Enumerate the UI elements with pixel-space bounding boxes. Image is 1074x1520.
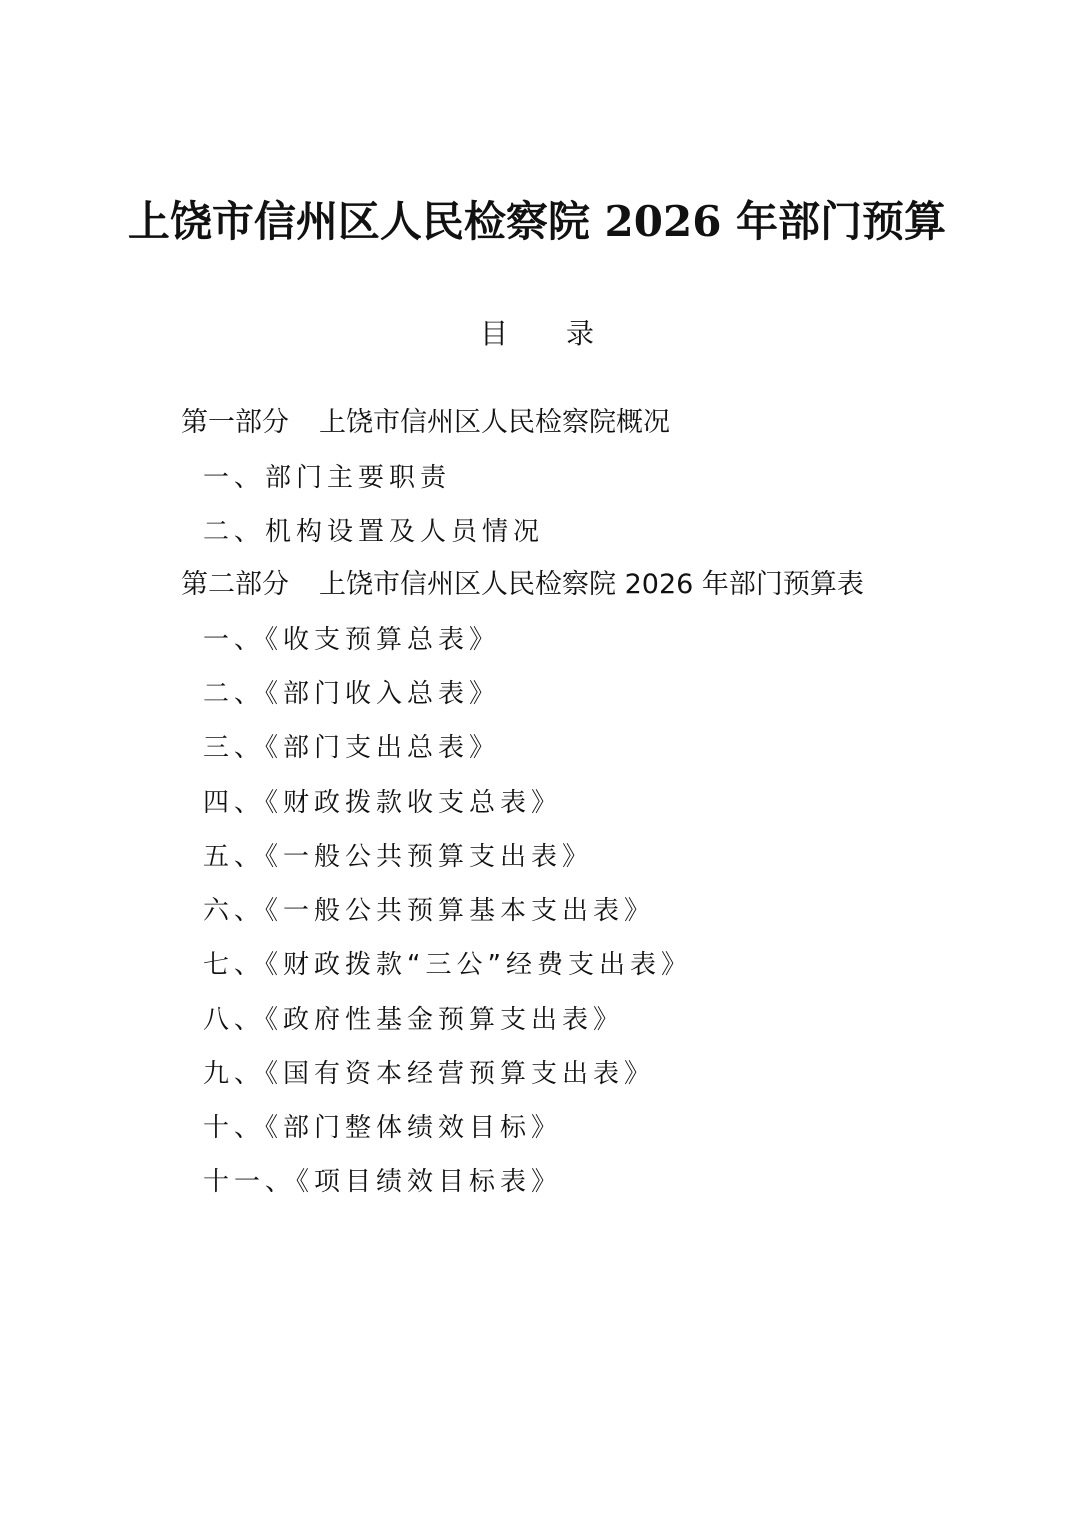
toc-item[interactable]: 一、《收支预算总表》 <box>203 625 501 655</box>
toc-part-2-title: 上饶市信州区人民检察院 2026 年部门预算表 <box>319 569 864 600</box>
toc-part-1-label: 第一部分 <box>181 407 289 438</box>
toc-item[interactable]: 三、《部门支出总表》 <box>203 733 501 763</box>
document-title: 上饶市信州区人民检察院 2026 年部门预算 <box>127 197 947 246</box>
toc-item[interactable]: 一、部门主要职责 <box>203 463 452 493</box>
toc-part-2-label: 第二部分 <box>181 569 289 600</box>
toc-part-1[interactable] <box>181 403 670 443</box>
toc-part-2[interactable] <box>181 565 864 605</box>
toc-item[interactable]: 十一、《项目绩效目标表》 <box>203 1167 563 1197</box>
toc-heading <box>0 312 1074 356</box>
toc-part-1-title: 上饶市信州区人民检察院概况 <box>319 407 670 438</box>
toc-heading-right: 录 <box>566 317 595 350</box>
toc-item[interactable]: 六、《一般公共预算基本支出表》 <box>203 896 656 926</box>
toc-item[interactable]: 五、《一般公共预算支出表》 <box>203 842 594 872</box>
toc-item[interactable]: 九、《国有资本经营预算支出表》 <box>203 1059 656 1089</box>
toc-heading-left: 目 <box>479 317 508 350</box>
toc-item[interactable]: 八、《政府性基金预算支出表》 <box>203 1005 625 1035</box>
toc-item[interactable]: 七、《财政拨款“三公”经费支出表》 <box>203 950 692 980</box>
toc-item[interactable]: 二、机构设置及人员情况 <box>203 517 545 547</box>
toc-item[interactable]: 十、《部门整体绩效目标》 <box>203 1113 563 1143</box>
toc-item[interactable]: 二、《部门收入总表》 <box>203 679 501 709</box>
toc-item[interactable]: 四、《财政拨款收支总表》 <box>203 788 563 818</box>
